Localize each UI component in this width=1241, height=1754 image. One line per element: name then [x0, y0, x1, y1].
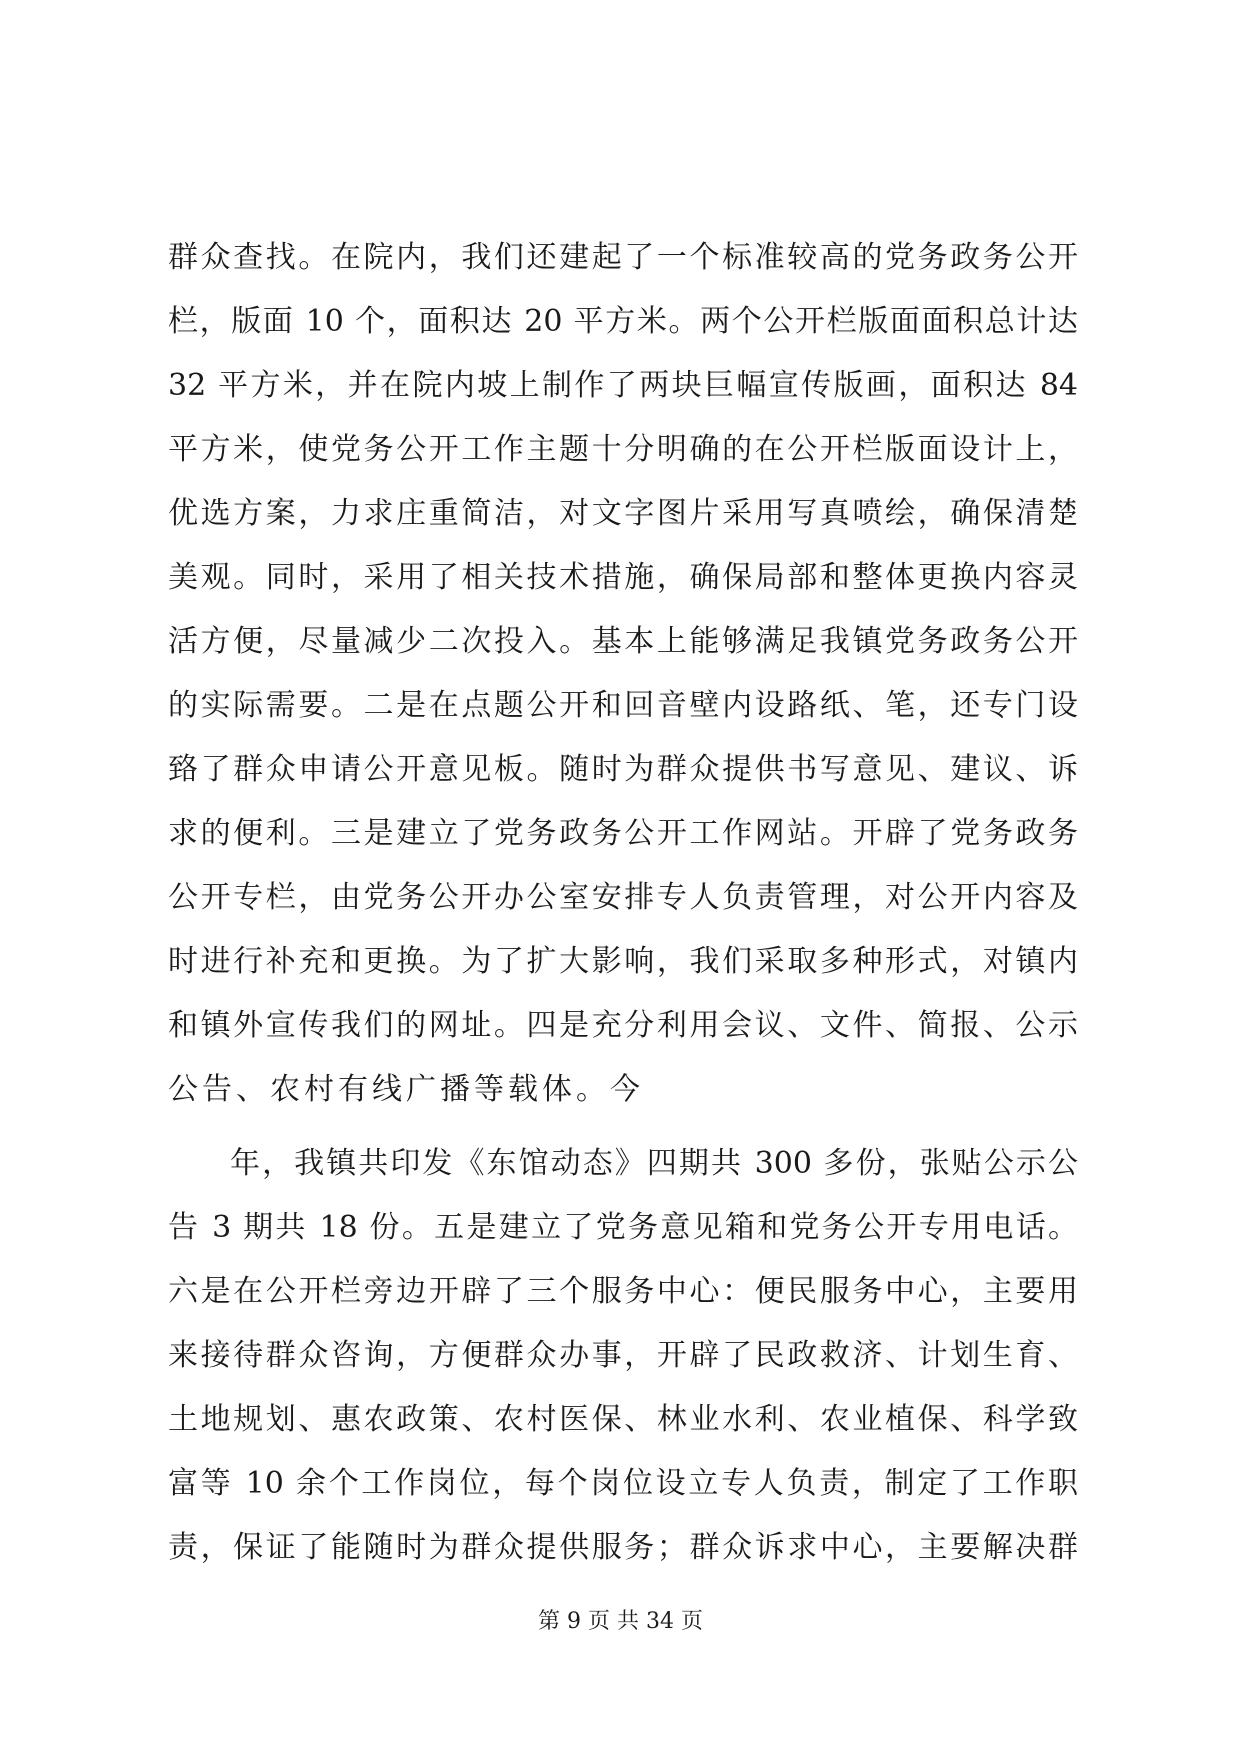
text-line: 公告、农村有线广播等载体。今	[168, 1072, 644, 1107]
text-line: 栏，版面 10 个，面积达 20 平方米。两个公开栏版面面积总计达	[168, 304, 1078, 339]
text-line: 六是在公开栏旁边开辟了三个服务中心：便民服务中心，主要用	[168, 1274, 1078, 1309]
text-line: 责，保证了能随时为群众提供服务；群众诉求中心，主要解决群	[168, 1530, 1078, 1565]
text-line: 求的便利。三是建立了党务政务公开工作网站。开辟了党务政务	[168, 816, 1078, 851]
text-line: 活方便，尽量减少二次投入。基本上能够满足我镇党务政务公开	[168, 624, 1078, 659]
text-line: 富等 10 余个工作岗位，每个岗位设立专人负责，制定了工作职	[168, 1466, 1078, 1501]
text-line: 臵了群众申请公开意见板。随时为群众提供书写意见、建议、诉	[168, 752, 1078, 787]
text-line: 的实际需要。二是在点题公开和回音壁内设路纸、笔，还专门设	[168, 688, 1078, 723]
text-line: 年，我镇共印发《东馆动态》四期共 300 多份，张贴公示公	[230, 1146, 1078, 1181]
page-number-footer: 第 9 页 共 34 页	[538, 1609, 703, 1634]
text-line: 平方米，使党务公开工作主题十分明确的在公开栏版面设计上，	[168, 432, 1078, 467]
text-line: 和镇外宣传我们的网址。四是充分利用会议、文件、简报、公示	[168, 1008, 1078, 1043]
text-line: 告 3 期共 18 份。五是建立了党务意见箱和党务公开专用电话。	[168, 1210, 1078, 1245]
text-line: 时进行补充和更换。为了扩大影响，我们采取多种形式，对镇内	[168, 944, 1078, 979]
text-line: 群众查找。在院内，我们还建起了一个标准较高的党务政务公开	[168, 240, 1078, 275]
text-line: 美观。同时，采用了相关技术措施，确保局部和整体更换内容灵	[168, 560, 1078, 595]
text-line: 32 平方米，并在院内坡上制作了两块巨幅宣传版画，面积达 84	[168, 368, 1078, 403]
text-line: 土地规划、惠农政策、农村医保、林业水利、农业植保、科学致	[168, 1402, 1078, 1437]
text-line: 优选方案，力求庄重简洁，对文字图片采用写真喷绘，确保清楚	[168, 496, 1078, 531]
text-line: 来接待群众咨询，方便群众办事，开辟了民政救济、计划生育、	[168, 1338, 1078, 1373]
text-line: 公开专栏，由党务公开办公室安排专人负责管理，对公开内容及	[168, 880, 1078, 915]
